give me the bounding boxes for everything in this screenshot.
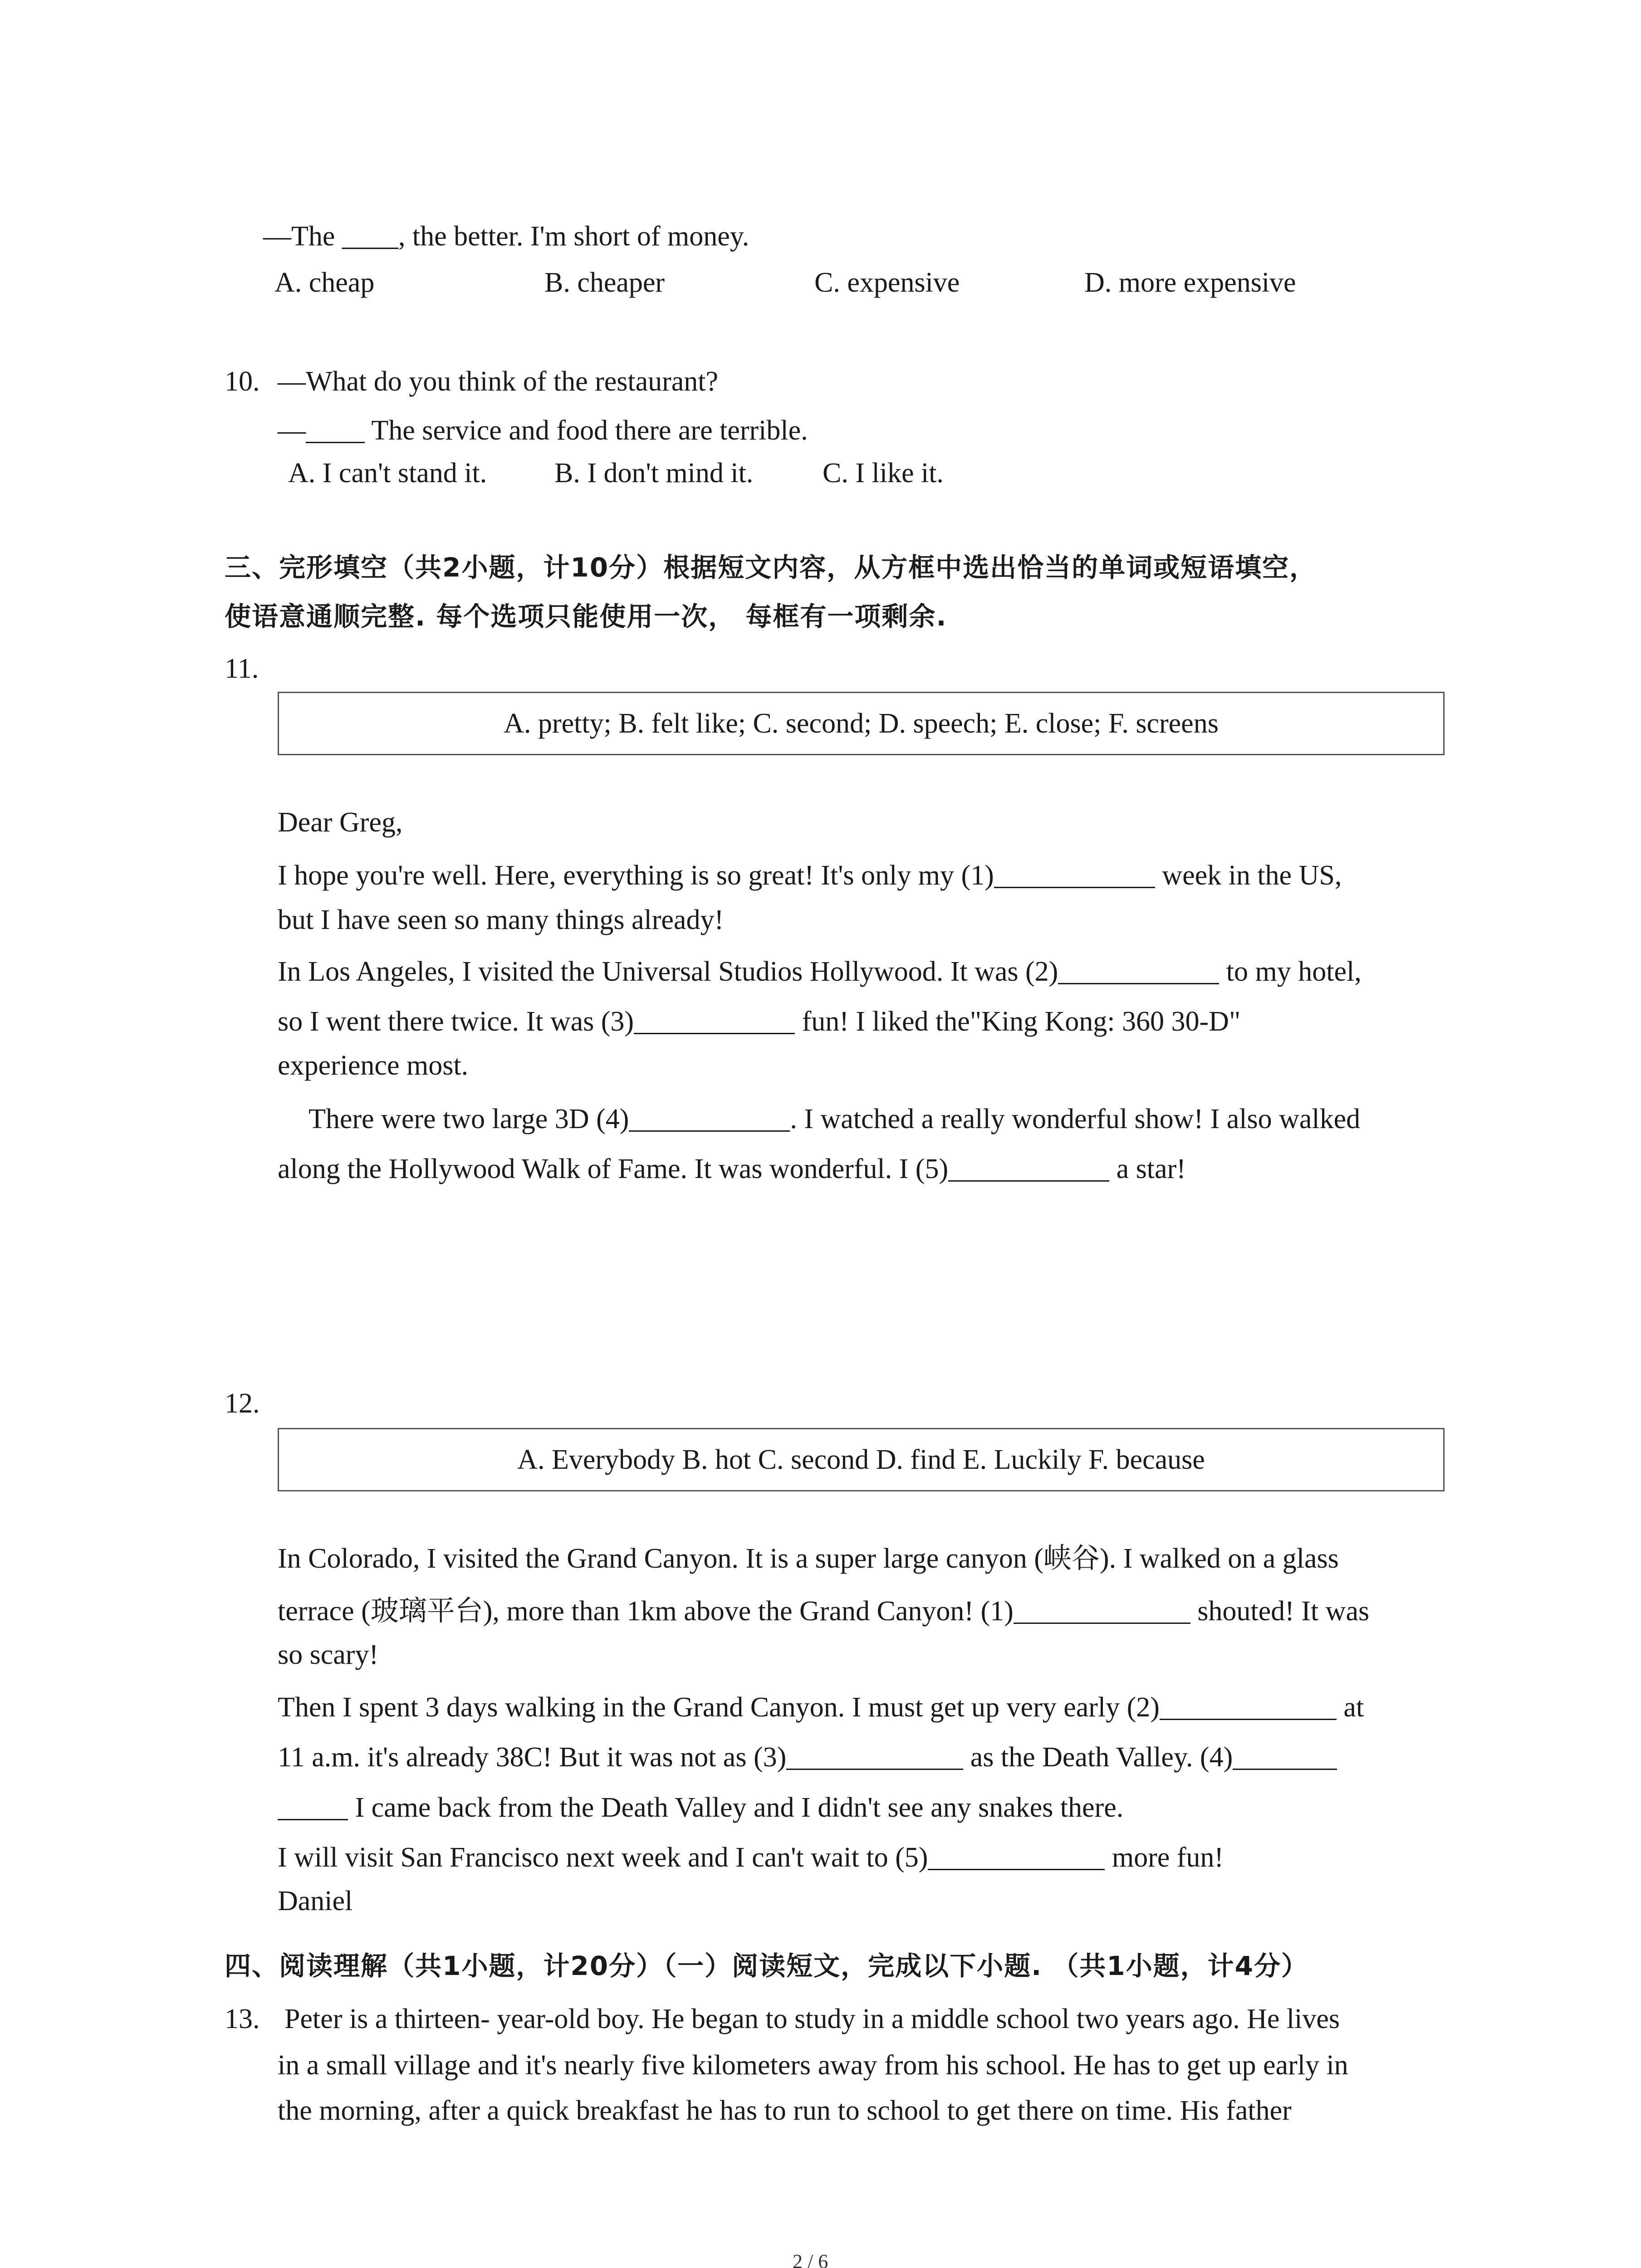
- q9-option-b: B. cheaper: [544, 267, 665, 298]
- q12-line1: In Colorado, I visited the Grand Canyon. It is a super large canyon (峡谷). I walked on a glass: [278, 1543, 1339, 1574]
- q11-word-box: [278, 692, 1445, 755]
- section3-heading-line1: 三、完形填空（共2小题，计10分）根据短文内容，从方框中选出恰当的单词或短语填空，: [225, 552, 1317, 583]
- section4-heading: 四、阅读理解（共1小题，计20分）（一）阅读短文，完成以下小题. （共1小题，计4分）: [225, 1950, 1309, 1981]
- q10-option-b: B. I don't mind it.: [554, 458, 754, 489]
- q11-line4: so I went there twice. It was (3) fun! I liked the"King Kong: 360 30-D": [278, 1005, 1240, 1036]
- q11-word-box-text: A. pretty; B. felt like; C. second; D. speech; E. close; F. screens: [504, 708, 1219, 739]
- q11-line1: I hope you're well. Here, everything is so great! It's only my (1) week in the US,: [278, 859, 1342, 890]
- q10-question: —What do you think of the restaurant?: [278, 366, 719, 397]
- q12-word-box: [278, 1428, 1445, 1491]
- q11-line6: There were two large 3D (4) . I watched a really wonderful show! I also walked: [309, 1102, 1360, 1133]
- q10-option-c: C. I like it.: [823, 458, 944, 489]
- q11-salutation: Dear Greg,: [278, 807, 403, 838]
- q9-option-d: D. more expensive: [1084, 267, 1296, 298]
- q12-line3: so scary!: [278, 1639, 379, 1670]
- q9-option-c: C. expensive: [814, 267, 960, 298]
- q10-answer-line: — The service and food there are terrible.: [278, 414, 808, 445]
- q11-line5: experience most.: [278, 1050, 469, 1081]
- q12-line5: 11 a.m. it's already 38C! But it was not as (3) as the Death Valley. (4): [278, 1740, 1337, 1771]
- q12-line6: I came back from the Death Valley and I didn't see any snakes there.: [278, 1791, 1123, 1822]
- q11-line3: In Los Angeles, I visited the Universal Studios Hollywood. It was (2) to my hotel,: [278, 955, 1362, 986]
- q13-line1: Peter is a thirteen- year-old boy. He began to study in a middle school two years ago. He lives: [284, 2004, 1340, 2034]
- q12-line2: terrace (玻璃平台), more than 1km above the Grand Canyon! (1) shouted! It was: [278, 1594, 1369, 1625]
- q13-number: 13.: [225, 2004, 260, 2034]
- q12-number: 12.: [225, 1388, 260, 1419]
- page-number: 2 / 6: [793, 2250, 828, 2268]
- q13-line2: in a small village and it's nearly five kilometers away from his school. He has to get up early in: [278, 2050, 1348, 2081]
- q10-option-a: A. I can't stand it.: [288, 458, 487, 489]
- q12-word-box-text: A. Everybody B. hot C. second D. find E. Luckily F. because: [517, 1444, 1205, 1475]
- q12-signature: Daniel: [278, 1886, 353, 1916]
- q9-option-a: A. cheap: [274, 267, 375, 298]
- q11-line7: along the Hollywood Walk of Fame. It was wonderful. I (5) a star!: [278, 1152, 1186, 1183]
- q11-line2: but I have seen so many things already!: [278, 904, 724, 935]
- q12-line4: Then I spent 3 days walking in the Grand Canyon. I must get up very early (2) at: [278, 1691, 1364, 1721]
- section3-heading-line2: 使语意通顺完整. 每个选项只能使用一次， 每框有一项剩余.: [225, 601, 947, 632]
- q12-line7: I will visit San Francisco next week and I can't wait to (5) more fun!: [278, 1841, 1224, 1872]
- q10-number: 10.: [225, 366, 260, 397]
- q9-answer-line: —The ____, the better. I'm short of money.: [263, 221, 749, 252]
- q11-number: 11.: [225, 653, 259, 684]
- q13-line3: the morning, after a quick breakfast he has to run to school to get there on time. His father: [278, 2095, 1292, 2126]
